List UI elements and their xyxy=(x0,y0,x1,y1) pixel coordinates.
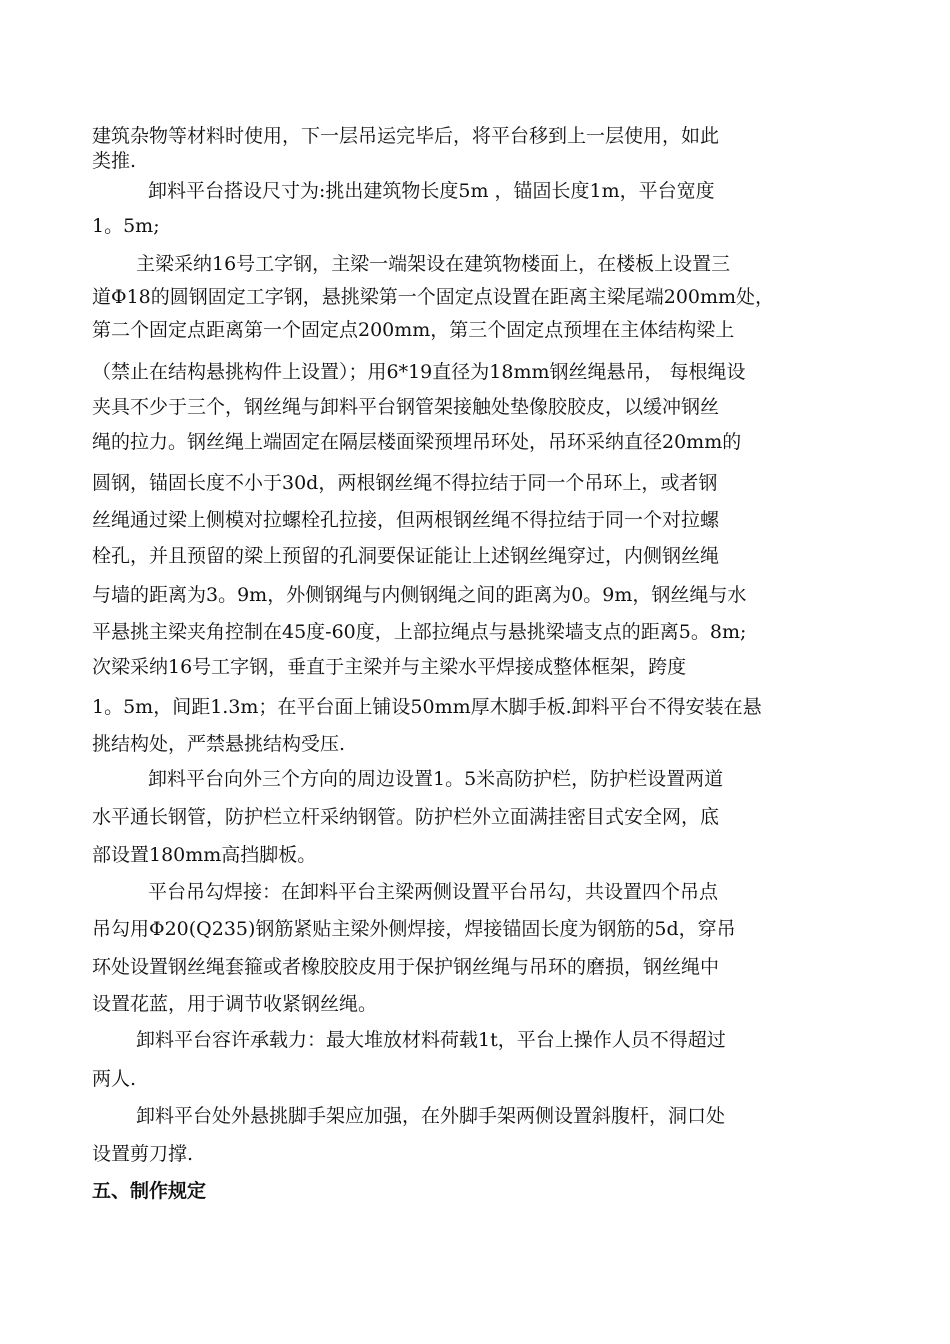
text-line: 部设置180mm高挡脚板。 xyxy=(92,844,317,866)
text-line: 水平通长钢管，防护栏立杆采纳钢管。防护栏外立面满挂密目式安全网，底 xyxy=(92,806,720,828)
text-line: 挑结构处，严禁悬挑结构受压. xyxy=(92,733,346,755)
text-line: 建筑杂物等材料时使用，下一层吊运完毕后，将平台移到上一层使用，如此 xyxy=(92,125,720,147)
text-line: 主梁采纳16号工字钢，主梁一端架设在建筑物楼面上，在楼板上设置三 xyxy=(136,253,731,275)
text-line: 栓孔，并且预留的梁上预留的孔洞要保证能让上述钢丝绳穿过，内侧钢丝绳 xyxy=(92,545,720,567)
text-line: 类推. xyxy=(92,150,137,172)
text-line: 平悬挑主梁夹角控制在45度-60度，上部拉绳点与悬挑梁墙支点的距离5。8m; xyxy=(92,621,747,643)
text-line: 丝绳通过梁上侧模对拉螺栓孔拉接，但两根钢丝绳不得拉结于同一个对拉螺 xyxy=(92,509,720,531)
text-line: 第二个固定点距离第一个固定点200mm，第三个固定点预埋在主体结构梁上 xyxy=(92,319,735,341)
text-line: 卸料平台处外悬挑脚手架应加强，在外脚手架两侧设置斜腹杆，洞口处 xyxy=(136,1105,726,1127)
text-line: 与墙的距离为3。9m，外侧钢绳与内侧钢绳之间的距离为0。9m，钢丝绳与水 xyxy=(92,584,747,606)
section-heading: 五、制作规定 xyxy=(92,1180,207,1202)
text-line: （禁止在结构悬挑构件上设置）；用6*19直径为18mm钢丝绳悬吊， 每根绳设 xyxy=(92,361,746,383)
text-line: 次梁采纳16号工字钢，垂直于主梁并与主梁水平焊接成整体框架，跨度 xyxy=(92,656,687,678)
text-line: 圆钢，锚固长度不小于30d，两根钢丝绳不得拉结于同一个吊环上，或者钢 xyxy=(92,472,718,494)
text-line: 1。5m，间距1.3m；在平台面上铺设50mm厚木脚手板.卸料平台不得安装在悬 xyxy=(92,696,762,718)
text-line: 设置花蓝，用于调节收紧钢丝绳。 xyxy=(92,993,378,1015)
text-line: 平台吊勾焊接：在卸料平台主梁两侧设置平台吊勾，共设置四个吊点 xyxy=(148,881,719,903)
text-line: 卸料平台容许承载力：最大堆放材料荷载1t，平台上操作人员不得超过 xyxy=(136,1029,726,1051)
text-line: 1。5m; xyxy=(92,215,160,237)
text-line: 卸料平台搭设尺寸为:挑出建筑物长度5m ，锚固长度1m，平台宽度 xyxy=(148,180,715,202)
text-line: 卸料平台向外三个方向的周边设置1。5米高防护栏，防护栏设置两道 xyxy=(148,768,724,790)
text-line: 两人. xyxy=(92,1068,137,1090)
text-line: 设置剪刀撑. xyxy=(92,1143,194,1165)
text-line: 夹具不少于三个，钢丝绳与卸料平台钢管架接触处垫像胶胶皮，以缓冲钢丝 xyxy=(92,396,720,418)
text-line: 绳的拉力。钢丝绳上端固定在隔层楼面梁预埋吊环处，吊环采纳直径20mm的 xyxy=(92,431,742,453)
text-line: 吊勾用Φ20(Q235)钢筋紧贴主梁外侧焊接，焊接锚固长度为钢筋的5d，穿吊 xyxy=(92,918,736,940)
text-line: 道Φ18的圆钢固定工字钢，悬挑梁第一个固定点设置在距离主梁尾端200mm处， xyxy=(92,286,775,308)
text-line: 环处设置钢丝绳套箍或者橡胶胶皮用于保护钢丝绳与吊环的磨损，钢丝绳中 xyxy=(92,956,720,978)
